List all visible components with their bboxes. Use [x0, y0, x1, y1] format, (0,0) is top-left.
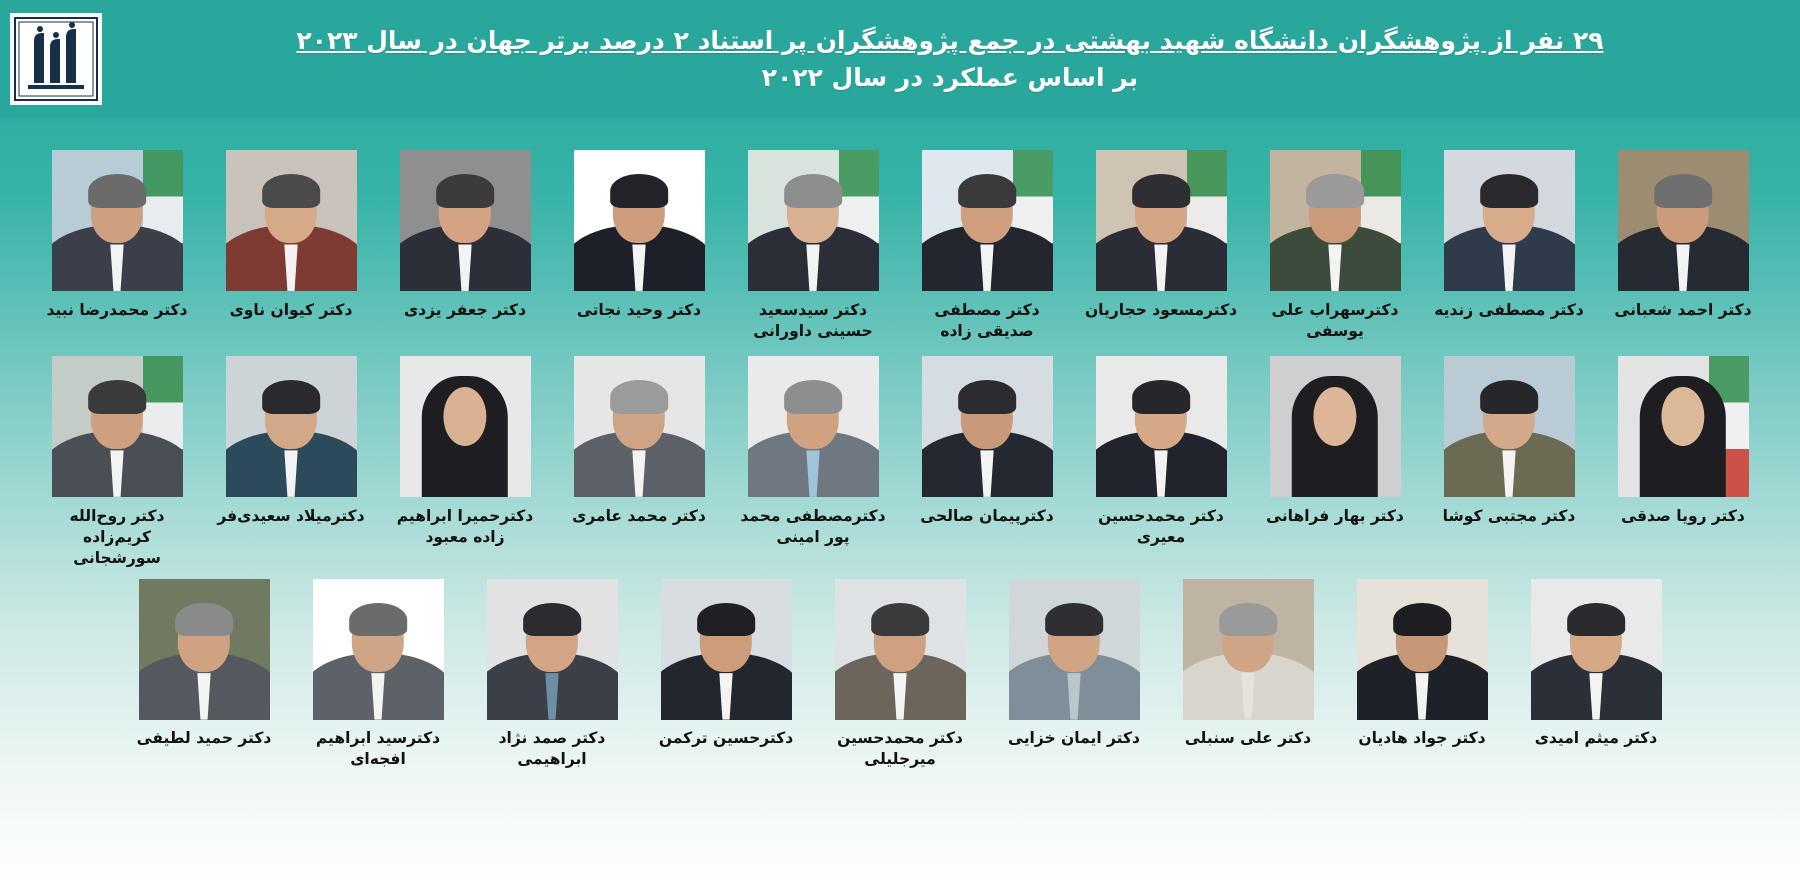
researcher-name: دکتر محمدرضا نبید: [46, 301, 188, 319]
researcher-photo: [1618, 356, 1749, 497]
researchers-row-1: [0, 150, 1800, 342]
researcher-photo: [1444, 356, 1575, 497]
researcher-name: دکتر حمید لطیفی: [136, 728, 272, 747]
researcher-photo: [748, 150, 879, 291]
researcher-card: [37, 150, 197, 321]
researcher-name: دکتر محمد عامری: [572, 506, 706, 525]
researcher-name: دکتر رویا صدقی: [1621, 506, 1745, 525]
shahid-beheshti-university-logo: [10, 13, 102, 105]
researcher-name: دکترسید ابراهیم افجه‌ای: [315, 728, 441, 768]
researcher-photo: [400, 356, 531, 497]
page-title-line-1: ۲۹ نفر از پژوهشگران دانشگاه شهید بهشتی در جمع پژوهشگران پر استناد ۲ درصد برتر جهان در سال ۲۰۲۳: [296, 25, 1604, 55]
researcher-card: [211, 150, 371, 321]
researcher-name: دکتر احمد شعبانی: [1614, 301, 1752, 319]
researcher-card: [559, 356, 719, 527]
researcher-card: [124, 579, 284, 749]
researcher-photo: [226, 150, 357, 291]
researcher-card: [211, 356, 371, 527]
researcher-photo: [1357, 579, 1488, 720]
researcher-card: [559, 150, 719, 321]
researchers-grid: [0, 118, 1800, 769]
researcher-card: [1255, 356, 1415, 527]
researcher-name: دکتر مصطفی زندیه: [1434, 301, 1584, 319]
researcher-photo: [574, 150, 705, 291]
researcher-photo: [922, 150, 1053, 291]
researcher-card: [1081, 356, 1241, 548]
page-title: [120, 22, 1800, 97]
researcher-name: دکتر بهار فراهانی: [1266, 506, 1404, 525]
researcher-photo: [922, 356, 1053, 497]
researcher-card: [1429, 150, 1589, 321]
researcher-name: دکتر ایمان خزایی: [1008, 728, 1140, 747]
researcher-card: [1516, 579, 1676, 749]
researcher-card: [1603, 356, 1763, 527]
researcher-card: [907, 150, 1067, 342]
researcher-card: [1081, 150, 1241, 321]
researcher-photo: [487, 579, 618, 720]
researcher-name: دکتر روح‌الله کریم‌زاده سورشجانی: [69, 506, 165, 567]
researcher-photo: [748, 356, 879, 497]
researcher-name: دکترمصطفی محمد پور امینی: [740, 506, 886, 546]
researcher-card: [37, 356, 197, 569]
researcher-name: دکتر کیوان ناوی: [229, 301, 353, 319]
researcher-name: دکترمیلاد سعیدی‌فر: [217, 506, 365, 525]
researcher-photo: [835, 579, 966, 720]
researcher-card: [733, 150, 893, 342]
researcher-card: [1255, 150, 1415, 342]
researcher-card: [820, 579, 980, 770]
researcher-photo: [1096, 356, 1227, 497]
page-title-line-2: بر اساس عملکرد در سال ۲۰۲۲: [761, 63, 1139, 92]
researcher-card: [298, 579, 458, 770]
researcher-card: [907, 356, 1067, 527]
researcher-name: دکتر جواد هادیان: [1358, 728, 1486, 747]
researcher-name: دکتر محمدحسین معیری: [1098, 506, 1224, 546]
researcher-photo: [1183, 579, 1314, 720]
researcher-card: [472, 579, 632, 770]
researcher-card: [1342, 579, 1502, 749]
researcher-name: دکتر جعفر یزدی: [403, 301, 527, 319]
researcher-name: دکتر وحید نجاتی: [576, 301, 702, 319]
researchers-row-3: [0, 579, 1800, 770]
researcher-card: [1429, 356, 1589, 527]
researcher-photo: [1096, 150, 1227, 291]
researcher-name: دکتر علی سنبلی: [1184, 728, 1312, 747]
researcher-photo: [139, 579, 270, 720]
researcher-name: دکترسهراب علی یوسفی: [1271, 301, 1399, 340]
researcher-photo: [1270, 150, 1401, 291]
researcher-card: [1603, 150, 1763, 321]
researcher-name: دکتر صمد نژاد ابراهیمی: [498, 728, 606, 768]
researcher-name: دکتر محمدحسین میرجلیلی: [837, 728, 963, 768]
researcher-name: دکترپیمان صالحی: [920, 506, 1054, 525]
researcher-name: دکتر میثم امیدی: [1534, 728, 1658, 747]
researcher-name: دکتر مصطفی صدیقی زاده: [934, 301, 1040, 340]
researcher-card: [733, 356, 893, 548]
researcher-card: [1168, 579, 1328, 749]
researcher-photo: [1270, 356, 1401, 497]
researcher-card: [994, 579, 1154, 749]
researcher-photo: [400, 150, 531, 291]
poster-header: [0, 0, 1800, 118]
researcher-photo: [52, 150, 183, 291]
researcher-name: دکتر سیدسعید حسینی داورانی: [753, 301, 873, 340]
researcher-photo: [1009, 579, 1140, 720]
researcher-photo: [1444, 150, 1575, 291]
researcher-photo: [226, 356, 357, 497]
researcher-photo: [661, 579, 792, 720]
researcher-name: دکتر مجتبی کوشا: [1442, 506, 1576, 525]
researcher-card: [385, 356, 545, 548]
researcher-photo: [1531, 579, 1662, 720]
researcher-photo: [313, 579, 444, 720]
researcher-card: [646, 579, 806, 749]
researcher-card: [385, 150, 545, 321]
researcher-photo: [1618, 150, 1749, 291]
researchers-row-2: [0, 356, 1800, 569]
researcher-name: دکترحمیرا ابراهیم زاده معبود: [396, 506, 534, 546]
researcher-name: دکترمسعود حجاریان: [1084, 301, 1238, 319]
researcher-photo: [574, 356, 705, 497]
researcher-photo: [52, 356, 183, 497]
researcher-name: دکترحسین ترکمن: [658, 728, 794, 747]
